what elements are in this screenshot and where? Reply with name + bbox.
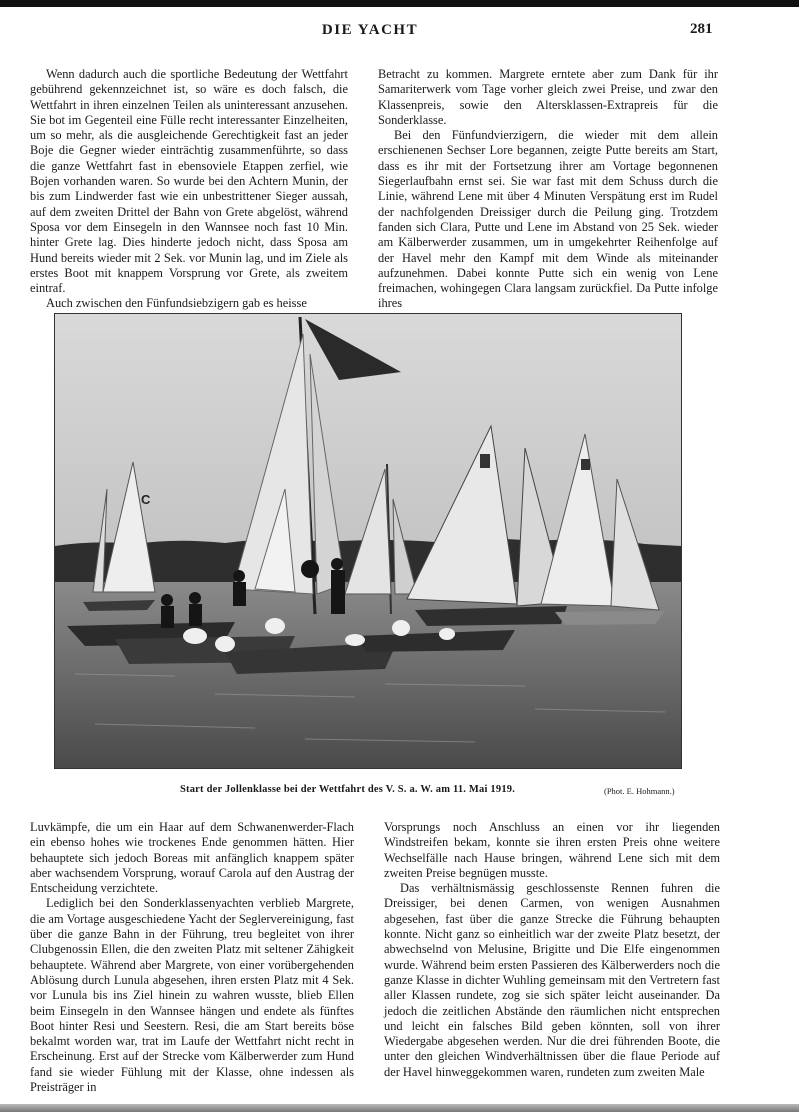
column-bottom-left [30, 820, 354, 1095]
paragraph: Wenn dadurch auch die sportliche Bedeutung der Wettfahrt gebührend gekennzeichnet ist, so wäre es doch falsch, die Wettfahrt in ihren einzelnen Teilen als uninteressant anzusehen. Sie bot im Gegenteil eine Fülle recht interessanter Einzelheiten, um so mehr, als die ausgleichende Gerechtigkeit fast an jeder Boje die Gegner wieder einträchtig zusammenführte, so dass die ganze Wettfahrt fast in ebensoviele Etappen zerfiel, wie Bojen vorhanden waren. So wurde bei den Achtern Munin, der bis zum Lindwerder fast wie ein unbestrittener Sieger aussah, auf dem zweiten Drittel der Bahn von Grete abgelöst, während Sposa vor dem Einsegeln in den Wannsee noch fast 10 Min. hinter Grete lag. Dies hinderte jedoch nicht, dass Sposa am Hund bereits wieder mit 2 Sek. vor Munin lag, und im Ziele als erstes Boot mit knappem Vorsprung vor Grete, als zweitem eintraf. [30, 67, 348, 296]
paragraph: Betracht zu kommen. Margrete erntete aber zum Dank für ihr Samariterwerk vom Tage vorher gleich zwei Preise, und zwar den Klassenpreis, sowie den Altersklassen-Extrapreis für die Sonderklasse. [378, 67, 718, 127]
figure-caption: Start der Jollenklasse bei der Wettfahrt des V. S. a. W. am 11. Mai 1919. [180, 784, 516, 795]
page-bottom-border [0, 1104, 799, 1112]
column-top-left [30, 67, 348, 312]
running-header-title: DIE YACHT [321, 22, 419, 38]
column-bottom-right [384, 820, 720, 1080]
column-top-right [378, 67, 718, 312]
paragraph: Das verhältnismässig geschlossenste Rennen fuhren die Dreissiger, bei denen Carmen, von wenigen Ausnahmen abgesehen, fast über die ganze Strecke die Führung behaupten konnte. Nicht ganz so einheitlich war der zweite Platz besetzt, der abwechselnd von Melusine, Brigitte und Die Elfe eingenommen wurde. Während beim ersten Passieren des Kälberwerders noch die ganze Klasse in dichter Wuhling gemeinsam mit den Vertretern fast aller Klassen rundete, zog sie sich später leicht auseinander. Da jedoch die zeitlichen Abstände den räumlichen nicht entsprechen und leicht ein falsches Bild geben könnten, soll von ihrer Wiedergabe abgesehen werden. Nur die drei führenden Boote, die unter den gleichen Windverhältnissen über die flaue Periode auf der Havel hinweggekommen waren, rundeten zum zweiten Male [384, 881, 720, 1079]
paragraph: Luvkämpfe, die um ein Haar auf dem Schwanenwerder-Flach ein ebenso hohes wie trockenes Ende genommen hätten. Hier behauptete sich jedoch Boreas mit anfänglich knappem später aber wachsendem Vorsprung, worauf Carola auf den Austrag der Entscheidung verzichtete. [30, 820, 354, 896]
sailboats-illustration [55, 314, 681, 768]
page-number: 281 [690, 21, 713, 37]
sail-number-mark: C [141, 492, 151, 507]
regatta-photograph [54, 313, 682, 769]
paragraph: Bei den Fünfundvierzigern, die wieder mit dem allein erschienenen Sechser Lore begannen, zeigte Putte bereits am Start, dass es ihr mit der Fortsetzung ihrer am Vortage begonnenen Siegerlaufbahn ernst sei. Sie war fast mit dem Schuss durch die Linie, während Lene mit über 4 Minuten Verspätung erst im Rudel der nachfolgenden Dreissiger durch die Peilung ging. Trotzdem fanden sich Clara, Putte und Lene im Abstand von 25 Sek. wieder am Kälberwerder zusammen, um in umgekehrter Reihenfolge auf der Havel mehr den Kampf mit dem Winde als miteinander aufzunehmen. Dabei konnte Putte sich ein wenig von Lene freimachen, wohingegen Clara langsam zurückfiel. Da Putte infolge ihres [378, 128, 718, 311]
page-top-border [0, 0, 799, 7]
photo-credit: (Phot. E. Hohmann.) [604, 786, 675, 796]
paragraph: Lediglich bei den Sonderklassenyachten verblieb Margrete, die am Vortage ausgeschiedene Yacht der Seglervereinigung, fast über die ganze Bahn in der Führung, treu begleitet von ihrer Clubgenossin Ellen, die den zweiten Platz mit seltener Zähigkeit behauptete. Während aber Margrete, von einer vorübergehenden Ablösung durch Lunula abgesehen, ihren ersten Platz mit 4 Sek. vor Lunula bis ins Ziel hinein zu wahren wusste, blieb Ellen beim Einsegeln in den Wannsee hängen und endete als fünftes Boot hinter Resi und Seestern. Resi, die am Start bereits böse bekalmt worden war, trat im Laufe der Wettfahrt nicht recht in Erscheinung. Erst auf der Strecke vom Kälberwerder zum Hund fand sie wieder Fühlung mit der Klasse, ohne indessen als Preisträger in [30, 896, 354, 1095]
paragraph: Auch zwischen den Fünfundsiebzigern gab es heisse [46, 296, 307, 311]
paragraph: Vorsprungs noch Anschluss an einen vor ihr liegenden Windstreifen bekam, konnte sie ihren ersten Preis ohne weitere Wechselfälle nach Hause bringen, während Lene sich mit dem zweiten Preise begnügen musste. [384, 820, 720, 880]
